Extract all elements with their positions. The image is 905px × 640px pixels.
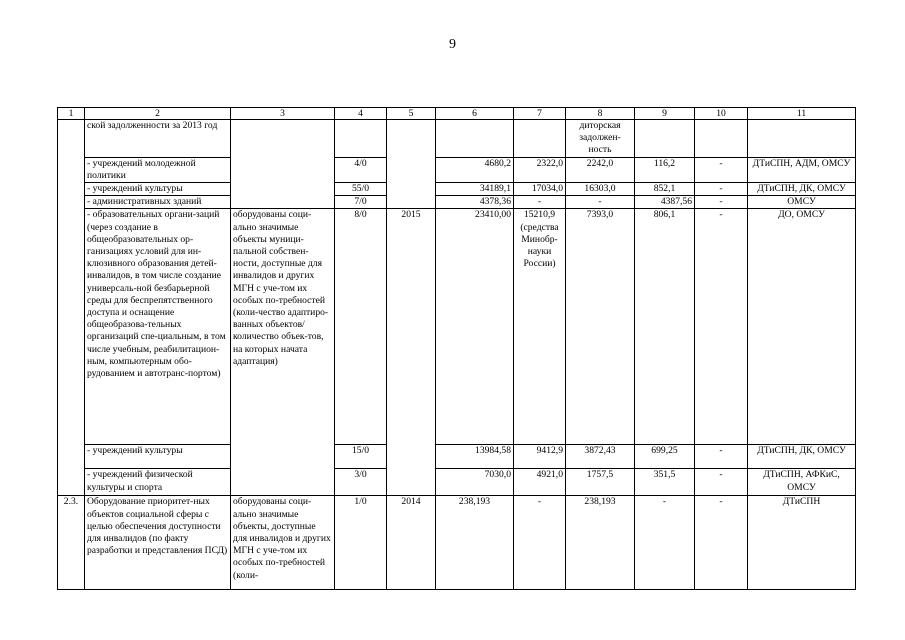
cell-col8: 7393,0 xyxy=(566,209,635,445)
column-number: 2 xyxy=(85,108,231,120)
cell-objects: 8/0 xyxy=(335,209,387,445)
cell-col8: 3872,43 xyxy=(566,445,635,469)
cell-col9: 116,2 xyxy=(635,157,695,182)
item-description: - учреждений физической культуры и спорта xyxy=(85,469,231,496)
year-cell: 2014 xyxy=(387,496,436,590)
cell-executor: ДО, ОМСУ xyxy=(748,209,856,445)
cell-col10: - xyxy=(695,445,748,469)
cell xyxy=(514,120,566,158)
item-description: - учреждений культуры xyxy=(85,183,231,196)
table-row xyxy=(58,196,856,209)
item-description: - учреждений молодежной политики xyxy=(85,157,231,182)
cell-total: 34189,1 xyxy=(436,183,514,196)
item-description: - учреждений культуры xyxy=(85,445,231,469)
cell-col10: - xyxy=(695,496,748,590)
cell-col9: 852,1 xyxy=(635,183,695,196)
cell-col7: 15210,9 (средства Минобр-науки России) xyxy=(514,209,566,445)
indicator-description: оборудованы соци-ально значимые объекты муници-пальной собствен-ности, доступные для инвалидов и других МГН с уче-том их особых по-требностей (коли-чество адаптиро-ванных объектов/ количество объек-тов, на которых начата адаптация) xyxy=(231,209,335,496)
cell-col9: - xyxy=(635,496,695,590)
cell-total: 4680,2 xyxy=(436,157,514,182)
cell-objects: 15/0 xyxy=(335,445,387,469)
cell-executor: ДТиСПН, ДК, ОМСУ xyxy=(748,445,856,469)
column-number: 1 xyxy=(58,108,85,120)
cell-total: 13984,58 xyxy=(436,445,514,469)
cell-executor: ДТиСПН xyxy=(748,496,856,590)
item-description: ской задолженности за 2013 год xyxy=(85,120,231,158)
indicator-description: оборудованы соци-ально значимые объекты, доступные для инвалидов и других МГН с уче-том их особых по-требностей (коли- xyxy=(231,496,335,590)
cell-col10: - xyxy=(695,157,748,182)
item-description: Оборудование приоритет-ных объектов социальной сферы с целью обеспечения доступности для инвалидов (по факту разработки и представления ПСД) xyxy=(85,496,231,590)
cell-total: 238,193 xyxy=(436,496,514,590)
column-number: 7 xyxy=(514,108,566,120)
cell-objects: 55/0 xyxy=(335,183,387,196)
cell-objects: 7/0 xyxy=(335,196,387,209)
column-number: 10 xyxy=(695,108,748,120)
cell xyxy=(335,120,387,158)
cell-objects: 1/0 xyxy=(335,496,387,590)
cell xyxy=(748,120,856,158)
column-number-row xyxy=(58,108,856,120)
table-row xyxy=(58,157,856,182)
cell-col9: 4387,56 xyxy=(635,196,695,209)
cell-col10: - xyxy=(695,469,748,496)
cell-total: 7030,0 xyxy=(436,469,514,496)
cell-executor: ДТиСПН, АФКиС, ОМСУ xyxy=(748,469,856,496)
cell-col9: 806,1 xyxy=(635,209,695,445)
year-cell xyxy=(387,120,436,209)
item-description: - административных зданий xyxy=(85,196,231,209)
cell-executor: ДТиСПН, ДК, ОМСУ xyxy=(748,183,856,196)
item-description: - образовательных органи-заций (через создание в общеобразовательных ор-ганизациях условий для ин-клюзивного образования детей-инвалидов, в том числе создание универсаль-ной безбарьерной среды для беспрепятственного доступа и оснащение общеобразова-тельных организаций спе-циальным, в том числе учебным, реабилитацион-ным, компьютерным обо-рудованием и автотранс-портом) xyxy=(85,209,231,445)
cell xyxy=(436,120,514,158)
column-number: 8 xyxy=(566,108,635,120)
column-number: 3 xyxy=(231,108,335,120)
cell-col7: 4921,0 xyxy=(514,469,566,496)
cell-col9: 351,5 xyxy=(635,469,695,496)
cell-total: 4378,36 xyxy=(436,196,514,209)
cell-total: 23410,00 xyxy=(436,209,514,445)
cell-objects: 4/0 xyxy=(335,157,387,182)
column-number: 6 xyxy=(436,108,514,120)
cell-executor: ОМСУ xyxy=(748,196,856,209)
cell-col10: - xyxy=(695,209,748,445)
year-cell: 2015 xyxy=(387,209,436,496)
cell-col8: 1757,5 xyxy=(566,469,635,496)
column-number: 9 xyxy=(635,108,695,120)
column-number: 4 xyxy=(335,108,387,120)
table-row xyxy=(58,209,856,445)
row-number-cell: 2.3. xyxy=(58,496,85,590)
cell-col9: 699,25 xyxy=(635,445,695,469)
table-row xyxy=(58,496,856,590)
indicator-cell xyxy=(231,120,335,209)
cell xyxy=(635,120,695,158)
column-number: 5 xyxy=(387,108,436,120)
cell-executor: ДТиСПН, АДМ, ОМСУ xyxy=(748,157,856,182)
cell-col8: 238,193 xyxy=(566,496,635,590)
row-number-cell xyxy=(58,120,85,496)
table-row xyxy=(58,183,856,196)
cell-col10: - xyxy=(695,183,748,196)
cell-col7: 17034,0 xyxy=(514,183,566,196)
table-row xyxy=(58,120,856,158)
cell-col7: - xyxy=(514,496,566,590)
cell-col8: диторская задолжен-ность xyxy=(566,120,635,158)
page-number: 9 xyxy=(449,37,456,52)
cell-col7: - xyxy=(514,196,566,209)
cell-col10: - xyxy=(695,196,748,209)
cell-col7: 2322,0 xyxy=(514,157,566,182)
program-table xyxy=(57,107,856,590)
cell xyxy=(695,120,748,158)
table-row xyxy=(58,469,856,496)
cell-col8: 2242,0 xyxy=(566,157,635,182)
cell-objects: 3/0 xyxy=(335,469,387,496)
table-row xyxy=(58,445,856,469)
column-number: 11 xyxy=(748,108,856,120)
cell-col7: 9412,9 xyxy=(514,445,566,469)
cell-col8: 16303,0 xyxy=(566,183,635,196)
cell-col8: - xyxy=(566,196,635,209)
